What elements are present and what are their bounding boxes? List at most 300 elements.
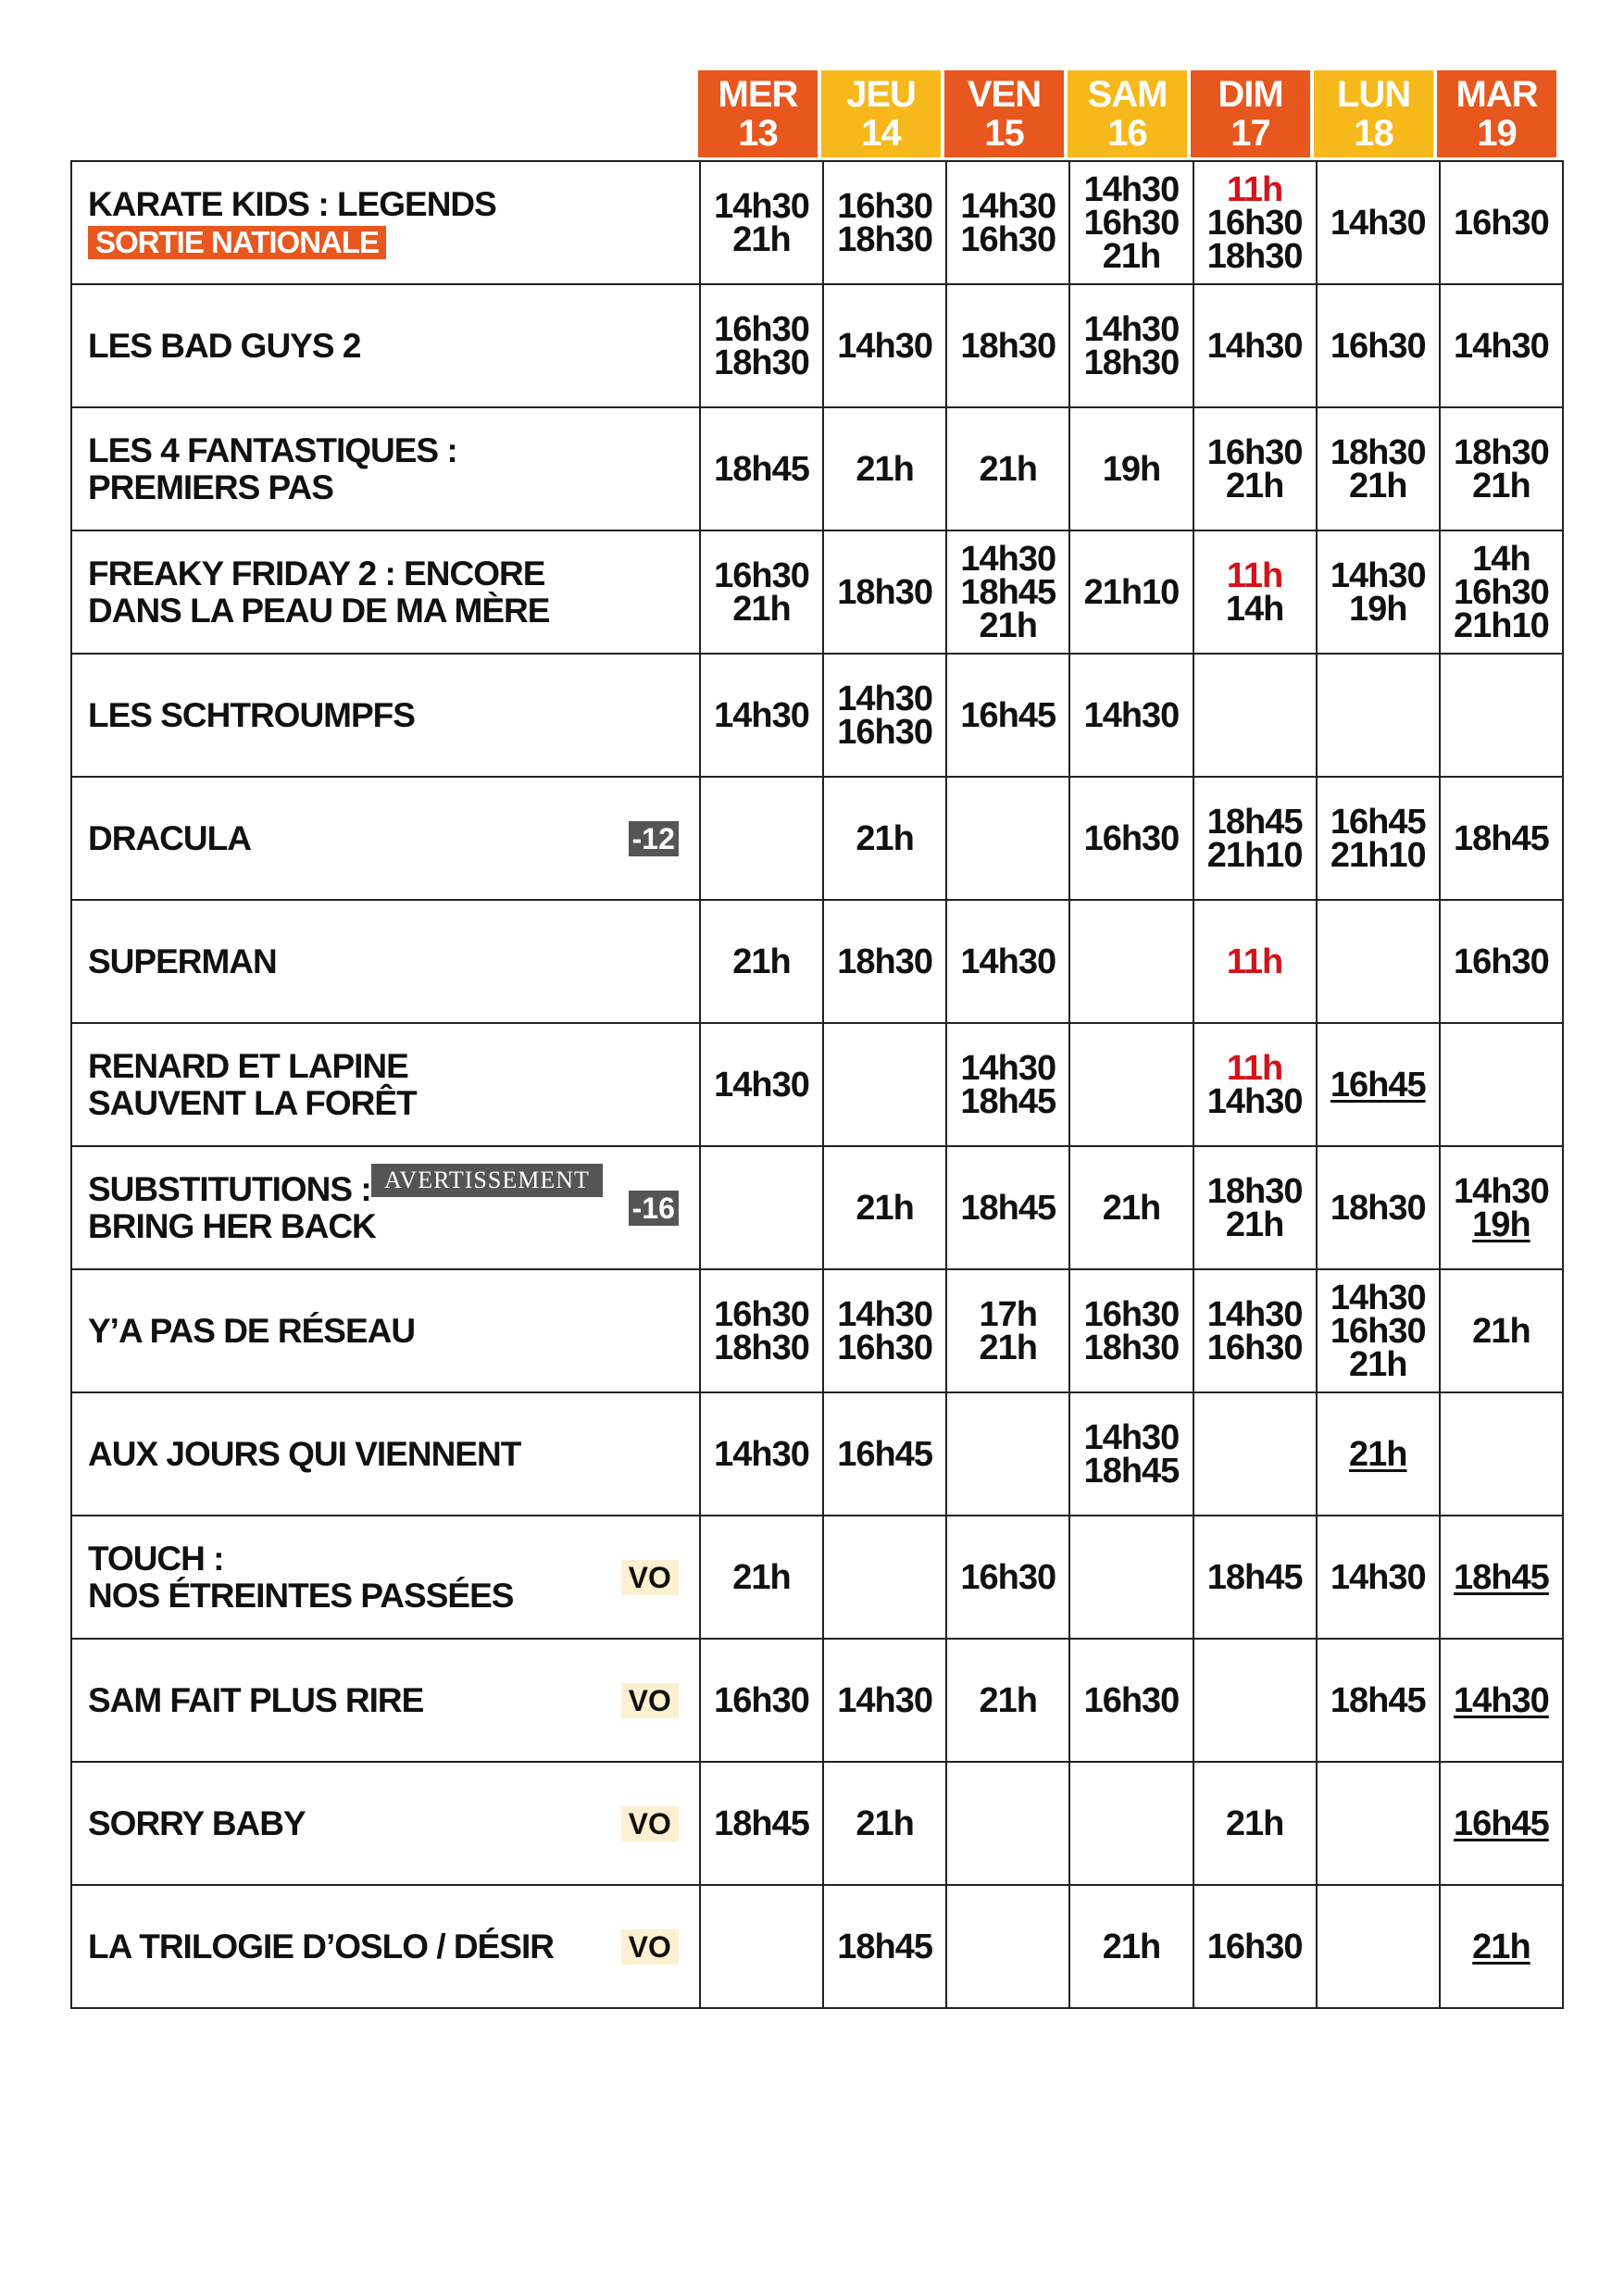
showtime: 14h30 (1083, 1417, 1180, 1457)
showtime-cell-dim (1193, 1392, 1317, 1516)
showtime-cell-jeu (823, 1516, 946, 1639)
showtime: 21h (732, 1557, 791, 1597)
showtime: 16h30 (1454, 942, 1549, 981)
showtime: 14h30 (837, 679, 932, 718)
day-header-mer (698, 70, 818, 157)
showtime-cell-lun (1317, 1639, 1440, 1762)
showtime-cell-sam (1069, 900, 1193, 1023)
showtime-cell-mer (700, 777, 823, 900)
showtime: 14h30 (714, 695, 809, 735)
showtime-cell-ven (946, 161, 1069, 284)
movie-title-line: DANS LA PEAU DE MA MÈRE (88, 591, 550, 630)
movie-title-cell (71, 654, 700, 777)
movie-title-line: Y’A PAS DE RÉSEAU (88, 1311, 416, 1350)
showtime: 18h45 (1454, 818, 1549, 858)
day-header-mar (1437, 70, 1556, 157)
showtime-cell-dim (1193, 1639, 1317, 1762)
showtime: 21h (1225, 1803, 1284, 1843)
showtime: 18h30 (714, 1328, 809, 1367)
showtime-cell-mar (1440, 900, 1563, 1023)
day-header-jeu (821, 70, 941, 157)
showtime: 17h (979, 1294, 1038, 1334)
showtime-cell-ven (946, 654, 1069, 777)
showtime: 21h (732, 942, 791, 981)
showtime: 21h10 (1454, 605, 1549, 645)
showtime-cell-jeu (823, 777, 946, 900)
showtime-cell-jeu (823, 1762, 946, 1885)
movie-row (71, 161, 1563, 284)
showtime-cell-ven (946, 1269, 1069, 1392)
showtime-cell-jeu (823, 1269, 946, 1392)
showtime: 11h (1226, 169, 1283, 209)
movie-title-line: PREMIERS PAS (88, 468, 333, 506)
showtime-cell-ven (946, 1146, 1069, 1269)
showtime-cell-sam (1069, 1516, 1193, 1639)
movie-row (71, 1639, 1563, 1762)
showtime-cell-ven (946, 1516, 1069, 1639)
showtime: 16h30 (714, 1294, 809, 1334)
day-name: LUN (1336, 74, 1411, 115)
showtime: 11h (1226, 555, 1283, 595)
showtime-cell-sam (1069, 530, 1193, 654)
showtime: 21h (1349, 1434, 1407, 1474)
showtime-cell-sam (1069, 777, 1193, 900)
showtime: 21h (1225, 466, 1284, 505)
day-name: JEU (846, 74, 916, 115)
showtime: 16h30 (714, 555, 809, 595)
showtime: 21h (856, 818, 914, 858)
showtime-cell-jeu (823, 1023, 946, 1146)
showtime-cell-sam (1069, 1885, 1193, 2008)
showtime-cell-dim (1193, 1146, 1317, 1269)
showtime-cell-mer (700, 1392, 823, 1516)
movie-title-cell (71, 407, 700, 530)
movie-title-line: DRACULA (88, 818, 251, 857)
showtime: 16h30 (837, 712, 932, 752)
showtime: 11h (1226, 942, 1283, 981)
showtime: 16h30 (714, 1680, 809, 1720)
day-number: 17 (1230, 113, 1270, 154)
showtime: 16h30 (1206, 432, 1303, 472)
day-name: MER (718, 74, 798, 115)
day-header-dim (1191, 70, 1310, 157)
movie-title-line: LA TRILOGIE D’OSLO / DÉSIR (88, 1927, 554, 1965)
showtime: 21h (979, 449, 1038, 489)
showtime-cell-dim (1193, 161, 1317, 284)
showtime-cell-mar (1440, 407, 1563, 530)
movie-title-line: LES 4 FANTASTIQUES : (88, 430, 457, 469)
showtime-cell-dim (1193, 1023, 1317, 1146)
showtime-cell-sam (1069, 407, 1193, 530)
showtime: 21h10 (1206, 835, 1303, 875)
showtime: 21h (979, 1328, 1038, 1367)
day-number: 13 (738, 113, 778, 154)
showtime: 14h (1225, 589, 1284, 629)
showtime: 16h30 (1206, 1328, 1303, 1367)
movie-title-cell (71, 1269, 700, 1392)
day-header-sam (1068, 70, 1187, 157)
showtime-cell-ven (946, 407, 1069, 530)
movie-title-cell (71, 900, 700, 1023)
movie-title-line: SAUVENT LA FORÊT (88, 1083, 417, 1122)
movie-row (71, 1762, 1563, 1885)
showtime: 16h30 (1330, 326, 1426, 366)
showtime: 16h30 (960, 1557, 1056, 1597)
showtime: 21h (1472, 466, 1530, 505)
showtime: 21h10 (1083, 572, 1180, 612)
movie-title (88, 1682, 423, 1719)
day-header-ven (944, 70, 1064, 157)
showtime-cell-jeu (823, 284, 946, 407)
showtime: 21h (1472, 1927, 1530, 1966)
movie-title-line: SAM FAIT PLUS RIRE (88, 1680, 424, 1719)
showtime-cell-mar (1440, 1269, 1563, 1392)
showtime: 14h30 (1206, 1294, 1303, 1334)
showtime-cell-ven (946, 1392, 1069, 1516)
showtime-cell-mar (1440, 1885, 1563, 2008)
showtime: 16h30 (1083, 1680, 1180, 1720)
vo-badge: VO (621, 1683, 679, 1718)
showtime-cell-lun (1317, 1885, 1440, 2008)
day-number: 19 (1477, 113, 1517, 154)
movie-row (71, 777, 1563, 900)
showtime-cell-mer (700, 654, 823, 777)
showtime-cell-sam (1069, 654, 1193, 777)
showtime: 21h10 (1330, 835, 1426, 875)
movie-title-cell (71, 1639, 700, 1762)
showtime-cell-lun (1317, 530, 1440, 654)
movie-title-cell (71, 530, 700, 654)
showtime-cell-dim (1193, 407, 1317, 530)
showtime-cell-lun (1317, 407, 1440, 530)
movie-title-cell (71, 1023, 700, 1146)
showtime: 14h30 (1454, 326, 1549, 366)
movie-title (88, 1436, 520, 1473)
showtime: 11h (1226, 1048, 1283, 1088)
warning-badge: AVERTISSEMENT (371, 1164, 603, 1197)
movie-title (88, 820, 251, 857)
movie-title-line: SUPERMAN (88, 942, 277, 980)
movie-title (88, 1048, 417, 1122)
movie-title-line: FREAKY FRIDAY 2 : ENCORE (88, 554, 545, 593)
showtime: 18h45 (714, 449, 809, 489)
showtime-cell-mer (700, 1885, 823, 2008)
movie-title-line: NOS ÉTREINTES PASSÉES (88, 1576, 514, 1615)
showtime-cell-ven (946, 1023, 1069, 1146)
showtime: 14h30 (837, 1294, 932, 1334)
movie-title (88, 432, 457, 506)
movie-title-cell (71, 1392, 700, 1516)
movie-title (88, 186, 496, 260)
showtime: 14h30 (1330, 1278, 1426, 1317)
age-rating-badge: -16 (629, 1191, 679, 1226)
showtime: 19h (1102, 449, 1161, 489)
showtime-cell-ven (946, 1885, 1069, 2008)
showtime-cell-jeu (823, 407, 946, 530)
showtime: 18h45 (1330, 1680, 1426, 1720)
showtime-cell-dim (1193, 1516, 1317, 1639)
day-number: 18 (1354, 113, 1393, 154)
movie-title-cell (71, 1516, 700, 1639)
movie-title-line: KARATE KIDS : LEGENDS (88, 184, 496, 223)
movie-title-line: AUX JOURS QUI VIENNENT (88, 1434, 521, 1473)
showtime: 18h30 (837, 572, 932, 612)
movie-title (88, 1805, 306, 1842)
showtime: 18h30 (714, 343, 809, 382)
showtime: 16h30 (1083, 203, 1180, 243)
movie-row (71, 530, 1563, 654)
vo-badge: VO (621, 1560, 679, 1595)
showtime: 18h30 (1083, 343, 1180, 382)
showtime-cell-dim (1193, 1269, 1317, 1392)
showtime: 18h45 (1206, 1557, 1303, 1597)
showtime-cell-ven (946, 900, 1069, 1023)
age-rating-badge: -12 (629, 821, 679, 856)
movie-title-cell (71, 161, 700, 284)
movie-title-cell (71, 1762, 700, 1885)
showtime: 16h30 (1454, 203, 1549, 243)
showtime: 21h (1102, 236, 1161, 276)
movie-title-line: TOUCH : (88, 1539, 224, 1578)
showtime-cell-jeu (823, 1392, 946, 1516)
showtime-cell-sam (1069, 284, 1193, 407)
movie-row (71, 1392, 1563, 1516)
showtime-cell-sam (1069, 1023, 1193, 1146)
showtime: 21h (1102, 1188, 1161, 1228)
showtime: 14h30 (1330, 1557, 1426, 1597)
showtime-cell-lun (1317, 1762, 1440, 1885)
showtime: 18h30 (1206, 236, 1303, 276)
movie-row (71, 1269, 1563, 1392)
showtime-cell-mer (700, 1762, 823, 1885)
showtime-cell-mer (700, 1023, 823, 1146)
movie-title-line: RENARD ET LAPINE (88, 1046, 408, 1085)
showtime: 21h (1102, 1927, 1161, 1966)
showtime-cell-lun (1317, 284, 1440, 407)
showtime: 16h30 (837, 186, 932, 226)
showtime: 18h45 (960, 1188, 1056, 1228)
movie-row (71, 1023, 1563, 1146)
showtime: 14h30 (1330, 555, 1426, 595)
showtime-cell-jeu (823, 654, 946, 777)
movie-title-line: SUBSTITUTIONS : (88, 1169, 371, 1208)
movie-title-cell (71, 1146, 700, 1269)
showtime-cell-ven (946, 530, 1069, 654)
showtime: 21h (979, 1680, 1038, 1720)
movie-row (71, 1516, 1563, 1639)
showtime: 21h (1472, 1311, 1530, 1351)
day-header-lun (1314, 70, 1433, 157)
showtime-cell-lun (1317, 161, 1440, 284)
showtime-cell-dim (1193, 900, 1317, 1023)
showtime-cell-lun (1317, 1392, 1440, 1516)
showtime-cell-mar (1440, 1639, 1563, 1762)
showtime: 14h30 (1206, 326, 1303, 366)
showtime: 18h45 (1206, 802, 1303, 842)
showtime: 21h (856, 449, 914, 489)
showtime-cell-mar (1440, 1146, 1563, 1269)
showtime: 16h45 (837, 1434, 932, 1474)
movie-row (71, 407, 1563, 530)
showtime: 14h30 (1083, 169, 1180, 209)
showtime-cell-lun (1317, 1023, 1440, 1146)
showtime-cell-lun (1317, 1269, 1440, 1392)
showtime: 14h (1472, 539, 1530, 579)
movie-title (88, 1166, 590, 1245)
showtime: 21h (856, 1188, 914, 1228)
day-name: SAM (1087, 74, 1168, 115)
day-name: VEN (967, 74, 1042, 115)
showtime: 18h45 (714, 1803, 809, 1843)
showtime: 18h30 (1454, 432, 1549, 472)
movie-title-cell (71, 777, 700, 900)
movie-row (71, 284, 1563, 407)
showtime: 21h (1225, 1204, 1284, 1244)
showtime-cell-mer (700, 1146, 823, 1269)
showtime-cell-mar (1440, 161, 1563, 284)
showtime: 14h30 (714, 186, 809, 226)
showtime-cell-sam (1069, 1639, 1193, 1762)
showtime: 18h30 (960, 326, 1056, 366)
showtime: 18h30 (1330, 432, 1426, 472)
showtime: 14h30 (1083, 309, 1180, 349)
movie-title (88, 328, 360, 365)
showtime: 18h30 (1206, 1171, 1303, 1211)
showtime: 18h45 (1083, 1451, 1180, 1491)
showtime-cell-mar (1440, 777, 1563, 900)
showtime: 21h (1349, 1344, 1407, 1384)
showtime-cell-mer (700, 900, 823, 1023)
showtime: 14h30 (960, 942, 1056, 981)
showtime: 16h45 (1330, 802, 1426, 842)
showtime-cell-mar (1440, 1023, 1563, 1146)
movie-title-line: BRING HER BACK (88, 1206, 376, 1245)
showtime: 18h30 (837, 219, 932, 259)
showtime-cell-mar (1440, 1392, 1563, 1516)
showtime-cell-sam (1069, 1269, 1193, 1392)
showtime: 19h (1349, 589, 1407, 629)
movie-title (88, 1928, 554, 1965)
showtime-cell-sam (1069, 1762, 1193, 1885)
showtime: 18h30 (837, 942, 932, 981)
showtime: 16h30 (714, 309, 809, 349)
showtime: 18h45 (960, 1081, 1056, 1121)
showtime: 14h30 (837, 326, 932, 366)
showtime-cell-lun (1317, 900, 1440, 1023)
showtime: 14h30 (1330, 203, 1426, 243)
showtime: 18h45 (837, 1927, 932, 1966)
showtime: 14h30 (837, 1680, 932, 1720)
day-name: DIM (1218, 74, 1283, 115)
showtime: 16h30 (1206, 1927, 1303, 1966)
showtime-cell-sam (1069, 1146, 1193, 1269)
showtime: 16h30 (1206, 203, 1303, 243)
day-number: 15 (984, 113, 1024, 154)
showtime: 21h (732, 589, 791, 629)
showtime: 21h (732, 219, 791, 259)
showtime-cell-ven (946, 1762, 1069, 1885)
showtime: 16h45 (1454, 1803, 1549, 1843)
showtime: 16h30 (837, 1328, 932, 1367)
showtime-cell-jeu (823, 530, 946, 654)
showtime-cell-lun (1317, 654, 1440, 777)
showtime-cell-mer (700, 1516, 823, 1639)
showtime-cell-ven (946, 1639, 1069, 1762)
showtime: 16h30 (1454, 572, 1549, 612)
movie-title (88, 1313, 415, 1350)
showtime: 18h45 (1454, 1557, 1549, 1597)
showtime: 21h (1349, 466, 1407, 505)
movie-title (88, 555, 549, 630)
movie-title-line: SORRY BABY (88, 1803, 306, 1842)
showtime: 16h30 (960, 219, 1056, 259)
showtime-cell-mar (1440, 1762, 1563, 1885)
showtime: 14h30 (1454, 1680, 1549, 1720)
showtime-cell-dim (1193, 1762, 1317, 1885)
release-badge: SORTIE NATIONALE (88, 226, 386, 259)
showtime: 14h30 (714, 1065, 809, 1104)
showtime: 14h30 (960, 186, 1056, 226)
showtime-cell-jeu (823, 1146, 946, 1269)
showtime: 14h30 (1083, 695, 1180, 735)
showtime: 14h30 (714, 1434, 809, 1474)
showtime: 14h30 (1206, 1081, 1303, 1121)
showtime: 16h30 (1083, 1294, 1180, 1334)
showtime: 21h (979, 605, 1038, 645)
showtime-cell-dim (1193, 1885, 1317, 2008)
movie-title (88, 943, 277, 980)
movie-row (71, 900, 1563, 1023)
movie-title (88, 697, 415, 734)
showtime: 18h30 (1330, 1188, 1426, 1228)
showtime-cell-dim (1193, 777, 1317, 900)
showtime-cell-dim (1193, 284, 1317, 407)
showtime-cell-ven (946, 284, 1069, 407)
showtime-cell-mer (700, 1639, 823, 1762)
showtime: 14h30 (1454, 1171, 1549, 1211)
schedule-body (71, 161, 1563, 2008)
showtime: 16h30 (1330, 1311, 1426, 1351)
showtime-cell-sam (1069, 1392, 1193, 1516)
showtime-cell-jeu (823, 1885, 946, 2008)
showtime: 19h (1472, 1204, 1530, 1244)
movie-row (71, 1146, 1563, 1269)
showtime: 14h30 (960, 539, 1056, 579)
showtime-cell-jeu (823, 1639, 946, 1762)
showtime-cell-mer (700, 407, 823, 530)
movie-row (71, 654, 1563, 777)
showtime: 16h30 (1083, 818, 1180, 858)
vo-badge: VO (621, 1929, 679, 1965)
movie-row (71, 1885, 1563, 2008)
day-name: MAR (1455, 74, 1538, 115)
showtime: 16h45 (960, 695, 1056, 735)
showtime-cell-lun (1317, 777, 1440, 900)
showtime-cell-mar (1440, 530, 1563, 654)
movie-title (88, 1541, 513, 1615)
day-number: 16 (1107, 113, 1147, 154)
showtime: 14h30 (960, 1048, 1056, 1088)
showtime-cell-mar (1440, 1516, 1563, 1639)
showtime: 18h45 (960, 572, 1056, 612)
showtime-cell-lun (1317, 1146, 1440, 1269)
showtime: 16h45 (1330, 1065, 1426, 1104)
showtime-cell-sam (1069, 161, 1193, 284)
day-number: 14 (861, 113, 901, 154)
schedule-table (70, 160, 1564, 2009)
showtime-cell-jeu (823, 900, 946, 1023)
showtime-cell-lun (1317, 1516, 1440, 1639)
